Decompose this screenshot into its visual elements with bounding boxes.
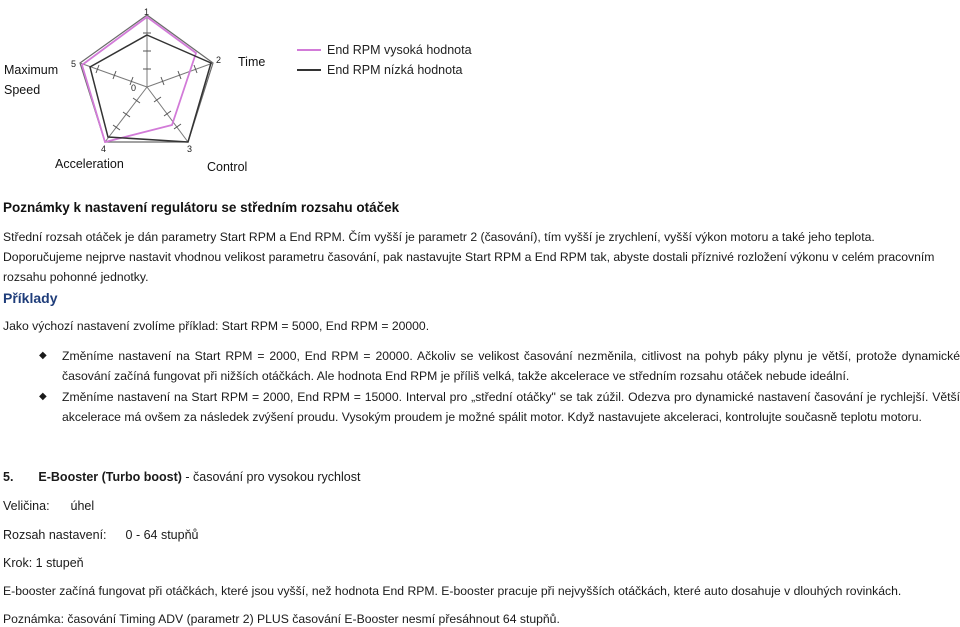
ebooster-note: Poznámka: časování Timing ADV (parametr 2) PLUS časování E-Booster nesmí přesáhnout 64 stupňů. <box>3 612 560 626</box>
ebooster-number: 5. <box>3 470 14 484</box>
paragraph-2-text: Doporučujeme nejprve nastavit vhodnou velikost parametru časování, pak nastavujte Start RPM a End RPM tak, abyste dostali příznivé rozložení výkonu v celém pracovním rozsahu pohonné jednotky. <box>3 250 935 284</box>
legend-swatch-low <box>297 69 321 71</box>
legend-item-low <box>297 60 472 80</box>
axis-number-5: 5 <box>71 59 77 69</box>
ebooster-quantity <box>3 499 94 513</box>
bullet-text-2: Změníme nastavení na Start RPM = 2000, End RPM = 15000. Interval pro „střední otáčky" se tak zúžil. Odezva pro dynamické nastavení časování je rychlejší. Větší akcelerace má ovšem za následek zvýšení proudu. Vysokým proudem je možné spálit motor. Když nastavujete akceleraci, kontrolujte současně teplotu motoru. <box>62 390 960 424</box>
label-speed: Speed <box>4 83 41 97</box>
bullet-marker-1: ◆ <box>39 350 47 361</box>
radar-legend <box>297 40 472 80</box>
ebooster-description: E-booster začíná fungovat při otáčkách, které jsou vyšší, než hodnota End RPM. E-booster pracuje při nejvyšších otáčkách, které auto dosahuje v dlouhých rovinkách. <box>3 584 902 598</box>
range-label: Rozsah nastavení: <box>3 528 107 542</box>
axis-number-2: 2 <box>216 55 222 65</box>
legend-label-low: End RPM nízká hodnota <box>327 63 463 77</box>
axis-number-3: 3 <box>187 144 193 154</box>
label-acceleration: Acceleration <box>55 157 124 171</box>
ebooster-heading <box>3 470 360 484</box>
ebooster-title-suffix: - časování pro vysokou rychlost <box>181 470 361 484</box>
quantity-value: úhel <box>70 499 95 513</box>
axis-number-1: 1 <box>144 7 150 17</box>
paragraph-1 <box>3 227 956 247</box>
ebooster-step: Krok: 1 stupeň <box>3 556 84 570</box>
ebooster-title: E-Booster (Turbo boost) <box>38 470 182 484</box>
label-control: Control <box>207 160 248 174</box>
label-time: Time <box>238 55 266 69</box>
bullet-text-1: Změníme nastavení na Start RPM = 2000, End RPM = 20000. Ačkoliv se velikost časování nezměnila, citlivost na pohyb páky plynu je větší, protože dynamické časování začíná fungovat při nižších otáčkách. Ale hodnota End RPM je příliš velká, takže akcelerace ve středním rozsahu otáček nebude ideální. <box>62 349 960 383</box>
ebooster-range <box>3 528 198 542</box>
legend-label-high: End RPM vysoká hodnota <box>327 43 472 57</box>
section-title: Poznámky k nastavení regulátoru se středním rozsahu otáček <box>3 200 400 215</box>
label-maximum: Maximum <box>4 63 59 77</box>
examples-intro: Jako výchozí nastavení zvolíme příklad: Start RPM = 5000, End RPM = 20000. <box>3 319 430 333</box>
examples-heading: Příklady <box>3 290 58 306</box>
paragraph-2 <box>3 247 956 287</box>
radar-diagram <box>68 5 238 155</box>
axis-number-4: 4 <box>101 144 107 154</box>
quantity-label: Veličina: <box>3 499 50 513</box>
radar-series-high <box>82 17 196 142</box>
legend-swatch-high <box>297 49 321 51</box>
legend-item-high <box>297 40 472 60</box>
bullet-marker-2: ◆ <box>39 391 47 402</box>
range-value: 0 - 64 stupňů <box>125 528 199 542</box>
axis-number-0: 0 <box>131 83 137 93</box>
paragraph-1-text: Střední rozsah otáček je dán parametry Start RPM a End RPM. Čím vyšší je parametr 2 (časování), tím vyšší je zrychlení, vyšší výkon motoru a také jeho teplota. <box>3 230 875 244</box>
